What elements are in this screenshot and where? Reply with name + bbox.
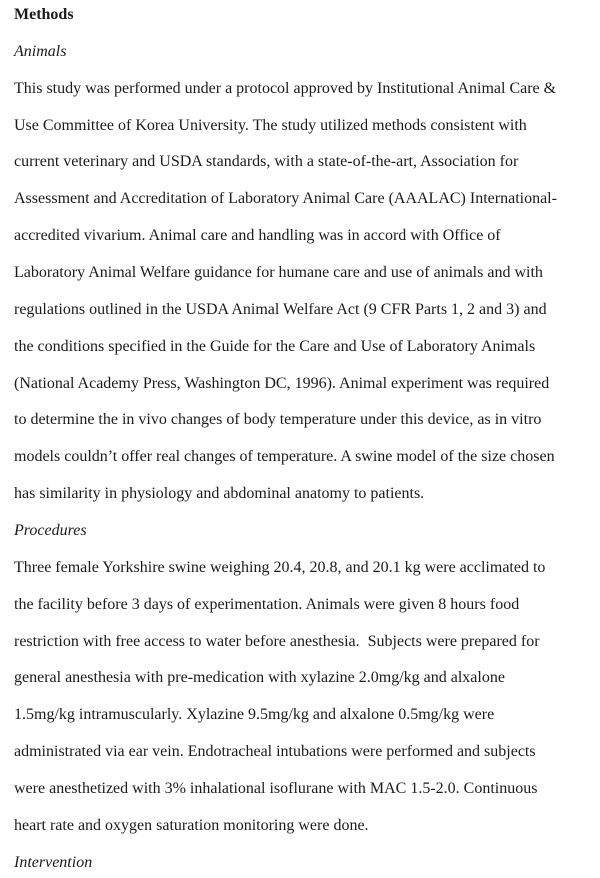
text-line: regulations outlined in the USDA Animal Welfare Act (9 CFR Parts 1, 2 and 3) and <box>14 300 547 318</box>
text-line: This study was performed under a protocol approved by Institutional Animal Care & <box>14 79 557 97</box>
text-line: Use Committee of Korea University. The study utilized methods consistent with <box>14 116 527 134</box>
section-heading: Methods <box>14 6 74 23</box>
text-line: (National Academy Press, Washington DC, 1996). Animal experiment was required <box>14 374 550 392</box>
text-line: to determine the in vivo changes of body temperature under this device, as in vitro <box>14 411 542 429</box>
text-line: Assessment and Accreditation of Laboratory Animal Care (AAALAC) International- <box>14 190 557 208</box>
text-line: Three female Yorkshire swine weighing 20.4, 20.8, and 20.1 kg were acclimated to <box>14 558 546 576</box>
text-line: accredited vivarium. Animal care and handling was in accord with Office of <box>14 227 501 245</box>
subsection-heading: Intervention <box>14 853 93 871</box>
text-line: current veterinary and USDA standards, with a state-of-the-art, Association for <box>14 153 519 171</box>
text-line: Laboratory Animal Welfare guidance for humane care and use of animals and with <box>14 264 543 282</box>
document-text <box>14 0 592 878</box>
text-line: has similarity in physiology and abdominal anatomy to patients. <box>14 485 425 503</box>
subsection-heading: Animals <box>14 42 67 60</box>
text-line: administrated via ear vein. Endotracheal intubations were performed and subjects <box>14 743 536 761</box>
text-line: were anesthetized with 3% inhalational isoflurane with MAC 1.5-2.0. Continuous <box>14 780 538 798</box>
text-line: the conditions specified in the Guide for the Care and Use of Laboratory Animals <box>14 337 536 355</box>
text-line: 1.5mg/kg intramuscularly. Xylazine 9.5mg/kg and alxalone 0.5mg/kg were <box>14 706 495 724</box>
text-line: heart rate and oxygen saturation monitoring were done. <box>14 816 369 834</box>
text-line: models couldn’t offer real changes of temperature. A swine model of the size chosen <box>14 448 555 466</box>
subsection-heading: Procedures <box>14 522 87 540</box>
text-line: the facility before 3 days of experimentation. Animals were given 8 hours food <box>14 595 520 613</box>
text-line: restriction with free access to water before anesthesia. Subjects were prepared for <box>14 632 540 650</box>
text-line: general anesthesia with pre-medication with xylazine 2.0mg/kg and alxalone <box>14 669 505 687</box>
